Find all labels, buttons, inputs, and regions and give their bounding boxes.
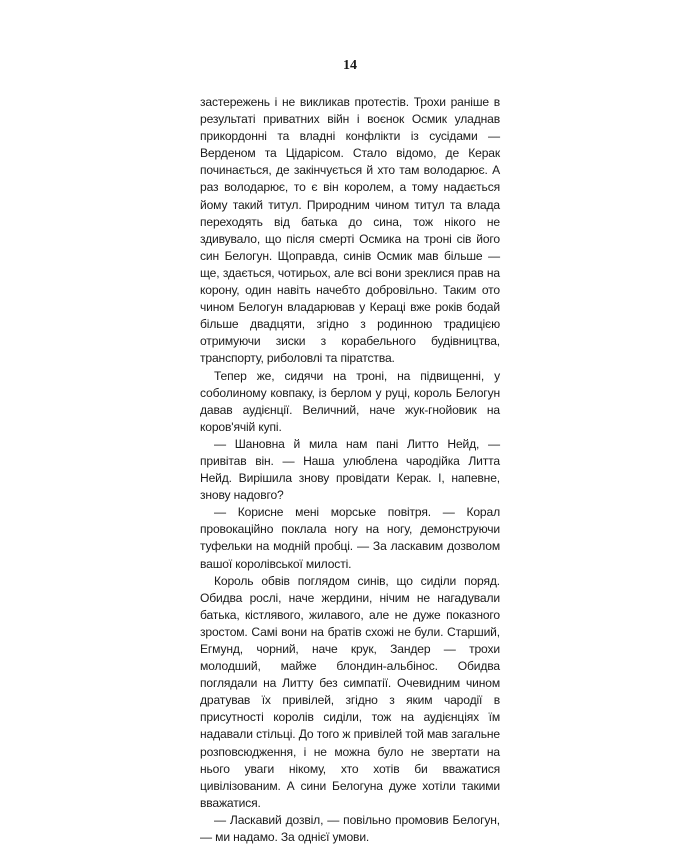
page-number: 14 [343,58,357,73]
paragraph: — Корисне мені морське повітря. — Корал провокаційно поклала ногу на ногу, демонструючи туфельки на модній пробці. — За ласкавим дозволом вашої королівської милості. [200,505,500,571]
paragraph: — Шановна й мила нам пані Литто Нейд, — привітав він. — Наша улюблена чародійка Литта Нейд. Вирішила знову провідати Керак. І, напевне, знову надовго? [200,436,500,503]
body-text [200,94,500,846]
paragraph: застережень і не викликав протестів. Трохи раніше в результаті приватних війн і воєнок Осмик уладнав прикордонні та владні конфлікти із сусідами — Верденом та Цідарісом. Стало відомо, де Керак починається, де закінчується й хто там володарює. А раз володарює, то є він королем, а тому надається йому такий титул. Природним чином титул та влада переходять від батька до сина, тож нікого не здивувало, що після смерті Осмика на троні сів його син Белогун. Щоправда, синів Осмик мав більше — ще, здається, чотирьох, але всі вони зреклися прав на корону, один навіть начебто добровільно. Таким ото чином Белогун владарював у Кераці вже років бодай більше двадцяти, згідно з родинною традицією отримуючи зиски з корабельного будівництва, транспорту, риболовлі та піратства. [200,95,500,366]
paragraph: Король обвів поглядом синів, що сиділи поряд. Обидва рослі, наче жердини, нічим не нагадували батька, кістлявого, жилавого, але не дуже показного зростом. Самі вони на братів схожі не були. Старший, Егмунд, чорний, наче крук, Зандер — трохи молодший, майже блондин-альбінос. Обидва поглядали на Литту без симпатії. Очевидним чином дратував їх привілей, згідно з яким чародії в присутності королів сиділи, тож на аудієнціях їм надавали стільці. До того ж привілей той мав загальне розповсюдження, і не можна було не звертати на нього уваги нікому, хто хотів би вважатися цивілізованим. А сини Белогуна дуже хотіли такими вважатися. [200,573,500,810]
paragraph: — Ласкавий дозвіл, — повільно промовив Белогун, — ми надамо. За однієї умови. [200,812,500,845]
paragraph: Тепер же, сидячи на троні, на підвищенні, у соболиному ковпаку, із берлом у руці, король Белогун давав аудієнції. Величний, наче жук-гнойовик на коров'ячій купі. [200,368,500,434]
